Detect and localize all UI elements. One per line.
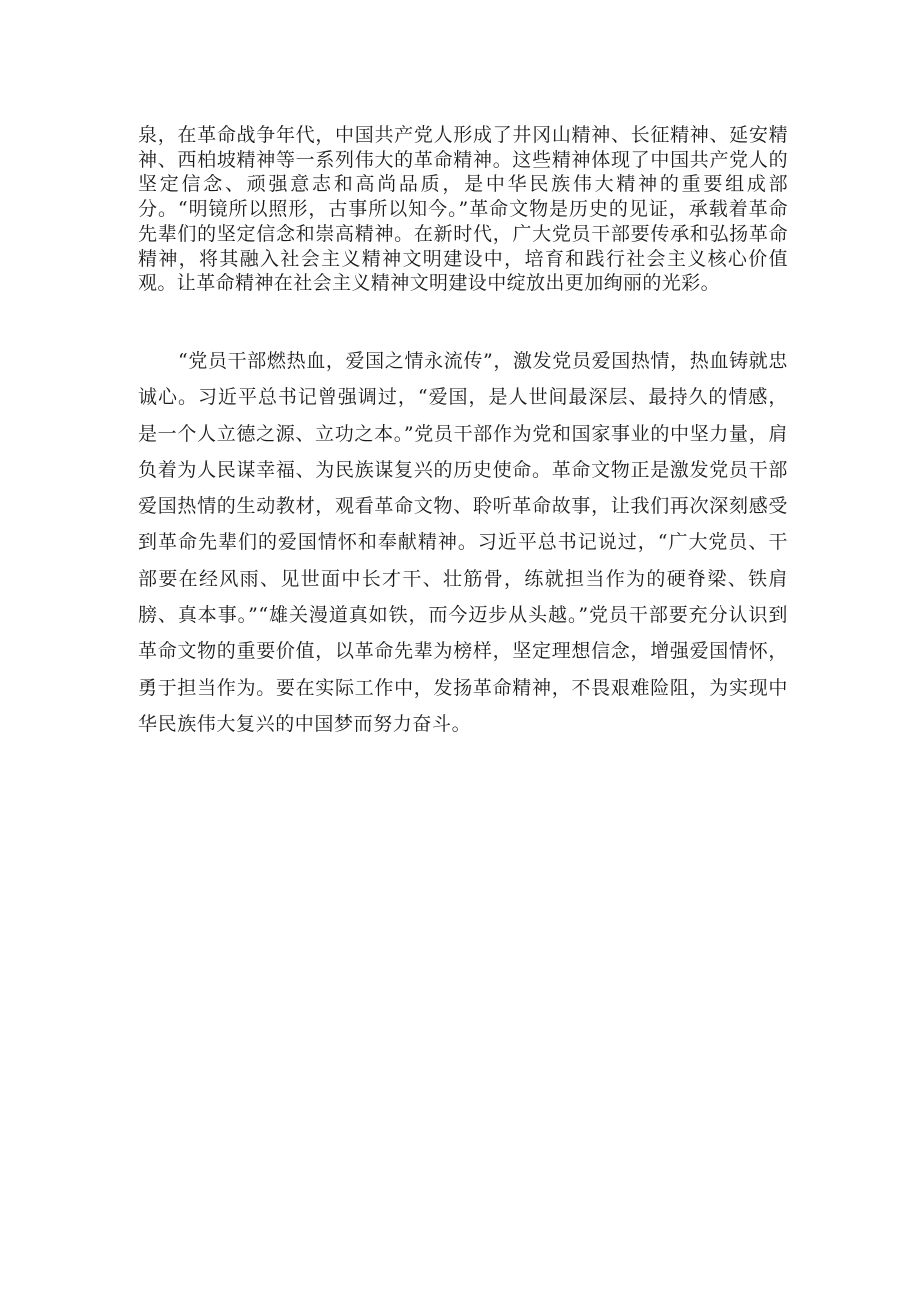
paragraph-2: “党员干部燃热血，爱国之情永流传”，激发党员爱国热情，热血铸就忠诚心。习近平总书记曾强调过，“爱国，是人世间最深层、最持久的情感，是一个人立德之源、立功之本。”党员干部作为党和国家事业的中坚力量，肩负着为人民谋幸福、为民族谋复兴的历史使命。革命文物正是激发党员干部爱国热情的生动教材，观看革命文物、聆听革命故事，让我们再次深刻感受到革命先辈们的爱国情怀和奉献精神。习近平总书记说过，“广大党员、干部要在经风雨、见世面中长才干、壮筋骨，练就担当作为的硬脊梁、铁肩膀、真本事。”“雄关漫道真如铁，而今迈步从头越。”党员干部要充分认识到革命文物的重要价值，以革命先辈为榜样，坚定理想信念，增强爱国情怀，勇于担当作为。要在实际工作中，发扬革命精神，不畏艰难险阻，为实现中华民族伟大复兴的中国梦而努力奋斗。 <box>138 350 788 735</box>
paragraph-1: 泉，在革命战争年代，中国共产党人形成了井冈山精神、长征精神、延安精神、西柏坡精神等一系列伟大的革命精神。这些精神体现了中国共产党人的坚定信念、顽强意志和高尚品质，是中华民族伟大精神的重要组成部分。“明镜所以照形，古事所以知今。”革命文物是历史的见证，承载着革命先辈们的坚定信念和崇高精神。在新时代，广大党员干部要传承和弘扬革命精神，将其融入社会主义精神文明建设中，培育和践行社会主义核心价值观。让革命精神在社会主义精神文明建设中绽放出更加绚丽的光彩。 <box>138 124 788 295</box>
